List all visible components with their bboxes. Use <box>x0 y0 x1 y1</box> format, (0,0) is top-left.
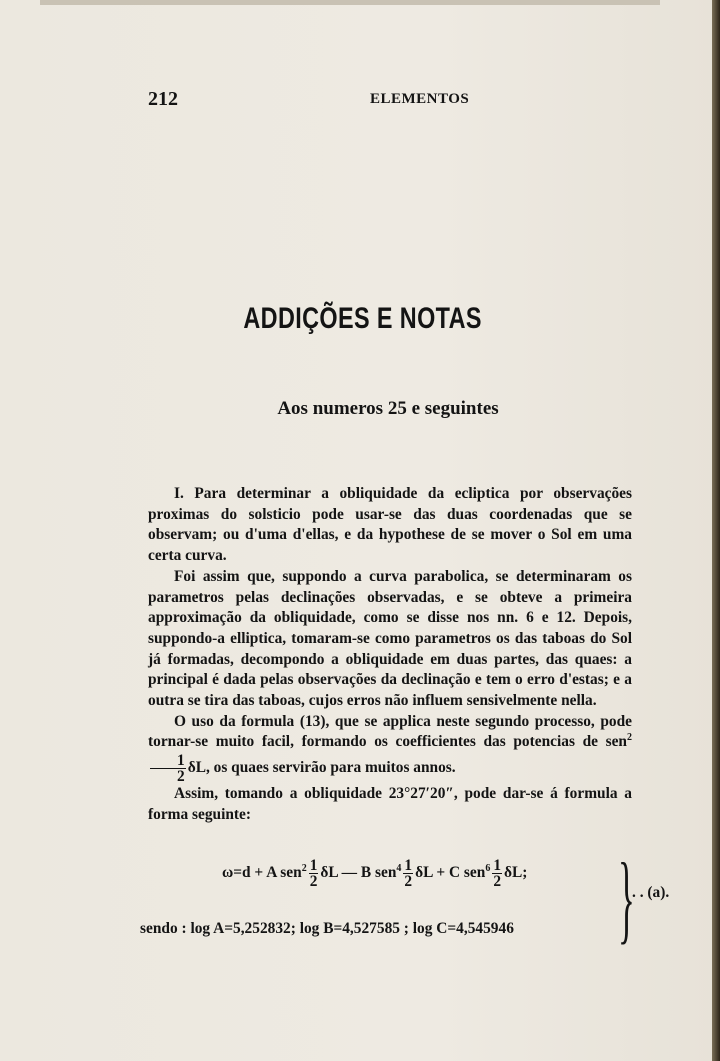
fraction-half: $\frac{1}{2}$ <box>309 857 318 890</box>
fraction-half: $\frac{1}{2}$ <box>493 857 502 890</box>
page-right-edge <box>712 0 720 1061</box>
paragraph-2: Foi assim que, suppondo a curva parabolica, se determinaram os parametros pelas declinações observadas, e se obteve a primeira approximação da obliquidade, como se disse nos nn. 6 e 12. Depois, suppondo-a elliptica, tomaram-se como parametros os das taboas do Sol já formadas, decompondo a obliquidade em duas partes, das quaes: a principal é dada pelas observações da declinação e tem o erro d'estas; e a outra se tira das taboas, cujos erros não influem sensivelmente nella. <box>148 567 632 710</box>
body-text <box>148 484 632 826</box>
formula-a <box>140 842 670 953</box>
paragraph-4: Assim, tomando a obliquidade 23°27′20″, pode dar-se á formula a forma seguinte: <box>148 785 632 823</box>
paragraph-3-end: δL, os quaes servirão para muitos annos. <box>187 759 456 777</box>
page-top-edge <box>40 0 660 5</box>
right-brace-icon: } <box>618 842 635 953</box>
running-head: ELEMENTOS <box>370 91 470 107</box>
equation-tag: . . (a). <box>632 884 670 901</box>
fraction-half: $\frac{1}{2}$ <box>404 857 413 890</box>
formula-line-2: sendo : log A=5,252832; log B=4,527585 ; log C=4,545946 <box>140 920 514 937</box>
paragraph-3 <box>148 712 632 784</box>
paragraph-1: I. Para determinar a obliquidade da ecliptica por observações proximas do solsticio pode usar-se das duas coordenadas que se observam; ou d'uma d'ellas, e da hypothese de se mover o Sol em uma certa curva. <box>148 485 632 565</box>
paragraph-3-text: O uso da formula (13), que se applica neste segundo processo, pode tornar-se muito facil, formando os coefficientes das potencias de sen <box>148 712 632 751</box>
fraction-half: $\frac{1}{2}$ <box>150 753 186 784</box>
section-heading: Aos numeros 25 e seguintes <box>277 398 499 419</box>
exponent: 2 <box>627 732 632 744</box>
formula-line-1: ω=d + A sen$^2$ $\frac{1}{2}$ δL — B sen$^4$ $\frac{1}{2}$ δL + C sen$^6$ $\frac{1}{2}$ δL; <box>222 857 528 890</box>
page-number: 212 <box>148 88 178 110</box>
page-header <box>148 88 628 118</box>
page-title: ADDIÇÕES E NOTAS <box>243 302 482 335</box>
